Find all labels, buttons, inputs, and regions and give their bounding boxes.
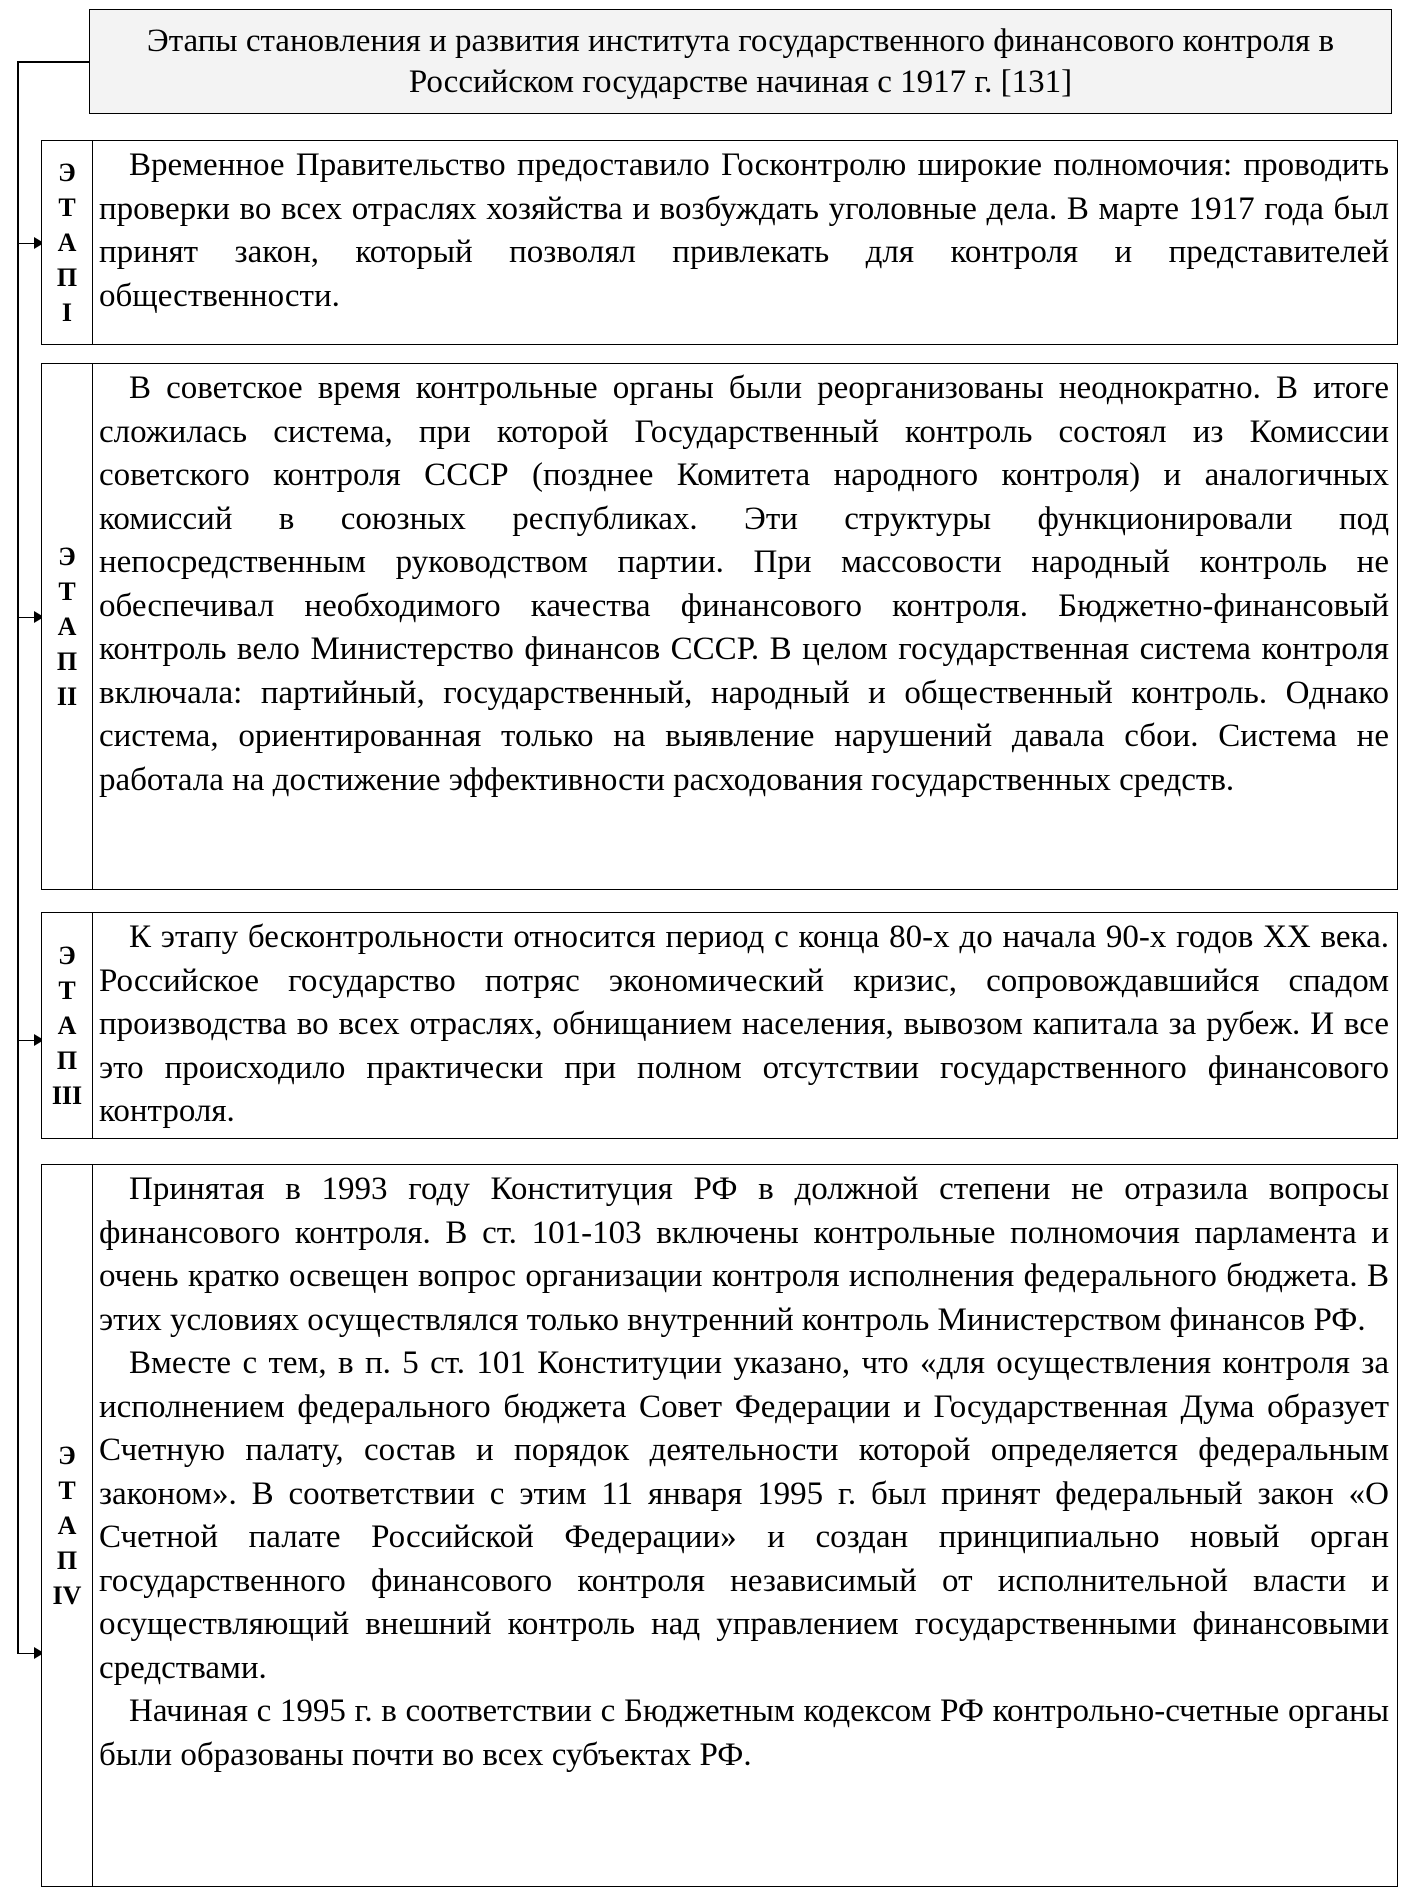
- stage-label-number: III: [51, 1081, 83, 1110]
- stage-label-number: IV: [52, 1581, 82, 1610]
- connector-vertical-line: [17, 61, 19, 1654]
- arrow-to-stage-2: [17, 617, 37, 618]
- stage-label-letter: П: [56, 647, 78, 676]
- stage-label-letter: Т: [58, 976, 76, 1005]
- stage-label-letter: П: [56, 1546, 78, 1575]
- stage-3-label: [42, 913, 93, 1138]
- stage-paragraph: Временное Правительство предоставило Госконтролю широкие полномочия: проводить проверки во всех отраслях хозяйства и возбуждать уголовные дела. В марте 1917 года был принят закон, который позволял привлекать для контроля и представителей общественности.: [99, 147, 1389, 314]
- stage-label-letter: Т: [58, 577, 76, 606]
- stage-3-text: [99, 916, 1389, 1134]
- stage-3-box: [41, 912, 1398, 1139]
- diagram-title-text: Этапы становления и развития института государственного финансового контроля в Российском государстве начиная с 1917 г. [131]: [146, 22, 1335, 100]
- stage-paragraph: Начиная с 1995 г. в соответствии с Бюджетным кодексом РФ контрольно-счетные органы были образованы почти во всех субъектах РФ.: [99, 1693, 1389, 1773]
- stage-1-box: [41, 140, 1398, 345]
- stage-paragraph: Принятая в 1993 году Конституция РФ в должной степени не отразила вопросы финансового контроля. В ст. 101-103 включены контрольные полномочия парламента и очень кратко освещен вопрос организации контроля исполнения федерального бюджета. В этих условиях осуществлялся только внутренний контроль Министерством финансов РФ.: [99, 1171, 1389, 1338]
- stage-4-text: [99, 1168, 1389, 1777]
- stage-label-letter: А: [57, 612, 77, 641]
- arrow-to-stage-3: [17, 1040, 37, 1041]
- stage-paragraph: Вместе с тем, в п. 5 ст. 101 Конституции указано, что «для осуществления контроля за исполнением федерального бюджета Совет Федерации и Государственная Дума образует Счетную палату, состав и порядок деятельности которой определяется федеральным законом». В соответствии с этим 11 января 1995 г. был принят федеральный закон «О Счетной палате Российской Федерации» и создан принципиально новый орган государственного финансового контроля независимый от исполнительной власти и осуществляющий внешний контроль над управлением государственными финансовыми средствами.: [99, 1345, 1389, 1686]
- stage-label-letter: Э: [58, 941, 76, 970]
- arrow-to-stage-1: [17, 243, 37, 244]
- stage-4-box: [41, 1164, 1398, 1887]
- stage-2-box: [41, 363, 1398, 890]
- stage-label-letter: Э: [58, 1441, 76, 1470]
- stage-label-letter: Э: [58, 542, 76, 571]
- stage-2-text: [99, 367, 1389, 802]
- stage-paragraph: К этапу бесконтрольности относится период с конца 80-х до начала 90-х годов XX века. Российское государство потряс экономический кризис, сопровождавшийся спадом производства во всех отраслях, обнищанием населения, вывозом капитала за рубеж. И все это происходило практически при полном отсутствии государственного финансового контроля.: [99, 919, 1389, 1129]
- stage-label-number: II: [56, 682, 78, 711]
- arrow-to-stage-4: [17, 1653, 37, 1654]
- stage-4-label: [42, 1165, 93, 1886]
- stage-label-letter: П: [56, 1046, 78, 1075]
- diagram-title: [89, 9, 1392, 114]
- stage-label-number: I: [61, 298, 73, 327]
- stage-2-label: [42, 364, 93, 889]
- stage-label-letter: П: [56, 263, 78, 292]
- stage-paragraph: В советское время контрольные органы были реорганизованы неоднократно. В итоге сложилась система, при которой Государственный контроль состоял из Комиссии советского контроля СССР (позднее Комитета народного контроля) и аналогичных комиссий в союзных республиках. Эти структуры функционировали под непосредственным руководством партии. При массовости народный контроль не обеспечивал необходимого качества финансового контроля. Бюджетно-финансовый контроль вело Министерство финансов СССР. В целом государственная система контроля включала: партийный, государственный, народный и общественный контроль. Однако система, ориентированная только на выявление нарушений давала сбои. Система не работала на достижение эффективности расходования государственных средств.: [99, 370, 1389, 798]
- stage-1-text: [99, 144, 1389, 318]
- stage-label-letter: Т: [58, 1476, 76, 1505]
- stage-label-letter: А: [57, 1011, 77, 1040]
- stage-label-letter: А: [57, 228, 77, 257]
- connector-top-horizontal: [17, 61, 89, 63]
- stage-label-letter: А: [57, 1511, 77, 1540]
- stage-label-letter: Т: [58, 193, 76, 222]
- stage-label-letter: Э: [58, 158, 76, 187]
- stage-1-label: [42, 141, 93, 344]
